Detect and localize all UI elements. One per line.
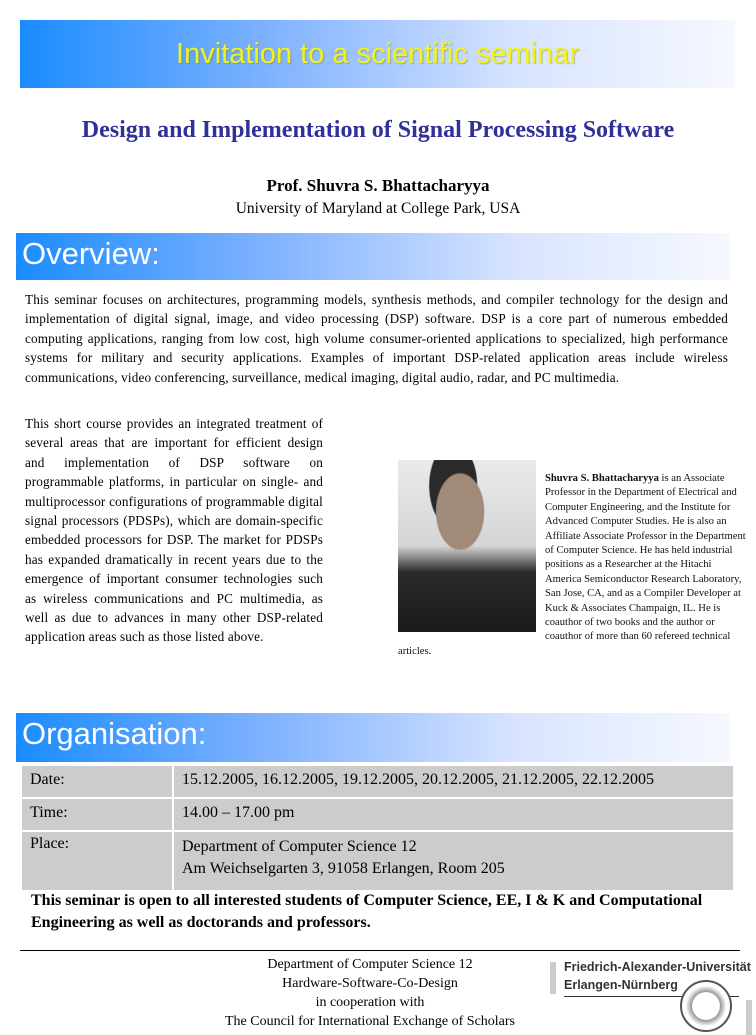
footer-department: Department of Computer Science 12 bbox=[267, 957, 473, 972]
title-banner bbox=[20, 20, 735, 88]
speaker-affiliation: University of Maryland at College Park, USA bbox=[235, 200, 521, 217]
footer-council: The Council for International Exchange of Scholars bbox=[224, 1014, 515, 1029]
overview-heading: Overview: bbox=[22, 236, 160, 271]
university-logo bbox=[550, 960, 756, 1035]
footer-cooperation: in cooperation with bbox=[315, 995, 425, 1010]
logo-line2: Erlangen-Nürnberg bbox=[564, 978, 678, 992]
time-label: Time: bbox=[22, 799, 172, 830]
speaker-photo bbox=[398, 460, 536, 632]
place-label: Place: bbox=[22, 832, 172, 890]
bio-name: Shuvra S. Bhattacharyya bbox=[545, 473, 659, 484]
university-seal-icon bbox=[680, 980, 732, 1032]
footer-text bbox=[170, 955, 570, 1031]
organisation-banner bbox=[16, 713, 730, 762]
table-row bbox=[22, 799, 733, 830]
date-label: Date: bbox=[22, 766, 172, 797]
date-value: 15.12.2005, 16.12.2005, 19.12.2005, 20.12.2005, 21.12.2005, 22.12.2005 bbox=[174, 766, 733, 797]
overview-paragraph: This seminar focuses on architectures, programming models, synthesis methods, and compiler technology for the design and implementation of digital signal, image, and video processing (DSP) software. DSP is a core part of numerous embedded computing applications, ranging from low cost, high volume consumer-oriented applications to specialized, high performance systems for military and security applications. Examples of important DSP-related application areas include wireless communications, video conferencing, surveillance, medical imaging, digital audio, radar, and PC multimedia. bbox=[25, 292, 728, 385]
organisation-table bbox=[20, 764, 735, 892]
footer-group: Hardware-Software-Co-Design bbox=[282, 976, 458, 991]
time-value: 14.00 – 17.00 pm bbox=[174, 799, 733, 830]
bio-text: is an Associate Professor in the Department of Electrical and Computer Engineering, and the Institute for Advanced Computer Studies. He is also an Affiliate Associate Professor in the Department of Computer Science. He has held industrial positions as a Researcher at the Hitachi America Semiconductor Research Laboratory, San Jose, CA, and as a Compiler Developer at Kuck & Associates Champaign, IL. He is coauthor of two books and the author or coauthor of more than 60 refereed technical articles. bbox=[398, 473, 746, 657]
table-row bbox=[22, 832, 733, 890]
course-paragraph: This short course provides an integrated treatment of several areas that are important for efficient design and implementation of DSP software on programmable platforms, in particular on single- and multiprocessor configurations of programmable digital signal processors (PDSPs), which are domain-specific embedded processors for DSP. The market for PDSPs has expanded dramatically in recent years due to the emergence of important consumer technologies such as wireless communications and PC multimedia, as well as due to advances in many other DSP-related application areas such as those listed above. bbox=[25, 416, 323, 645]
overview-banner bbox=[16, 233, 730, 280]
seminar-title: Design and Implementation of Signal Processing Software bbox=[81, 117, 675, 143]
place-value: Department of Computer Science 12 bbox=[182, 838, 417, 855]
table-row bbox=[22, 766, 733, 797]
place-address: Am Weichselgarten 3, 91058 Erlangen, Room 205 bbox=[182, 860, 505, 877]
audience-note: This seminar is open to all interested students of Computer Science, EE, I & K and Computational Engineering as well as doctorands and professors. bbox=[31, 892, 703, 931]
speaker-bio bbox=[398, 460, 750, 659]
organisation-heading: Organisation: bbox=[22, 716, 207, 751]
speaker-name: Prof. Shuvra S. Bhattacharyya bbox=[266, 176, 490, 195]
logo-line1: Friedrich-Alexander-Universität bbox=[564, 960, 751, 974]
footer-divider bbox=[20, 950, 740, 951]
invitation-title: Invitation to a scientific seminar bbox=[176, 37, 579, 70]
